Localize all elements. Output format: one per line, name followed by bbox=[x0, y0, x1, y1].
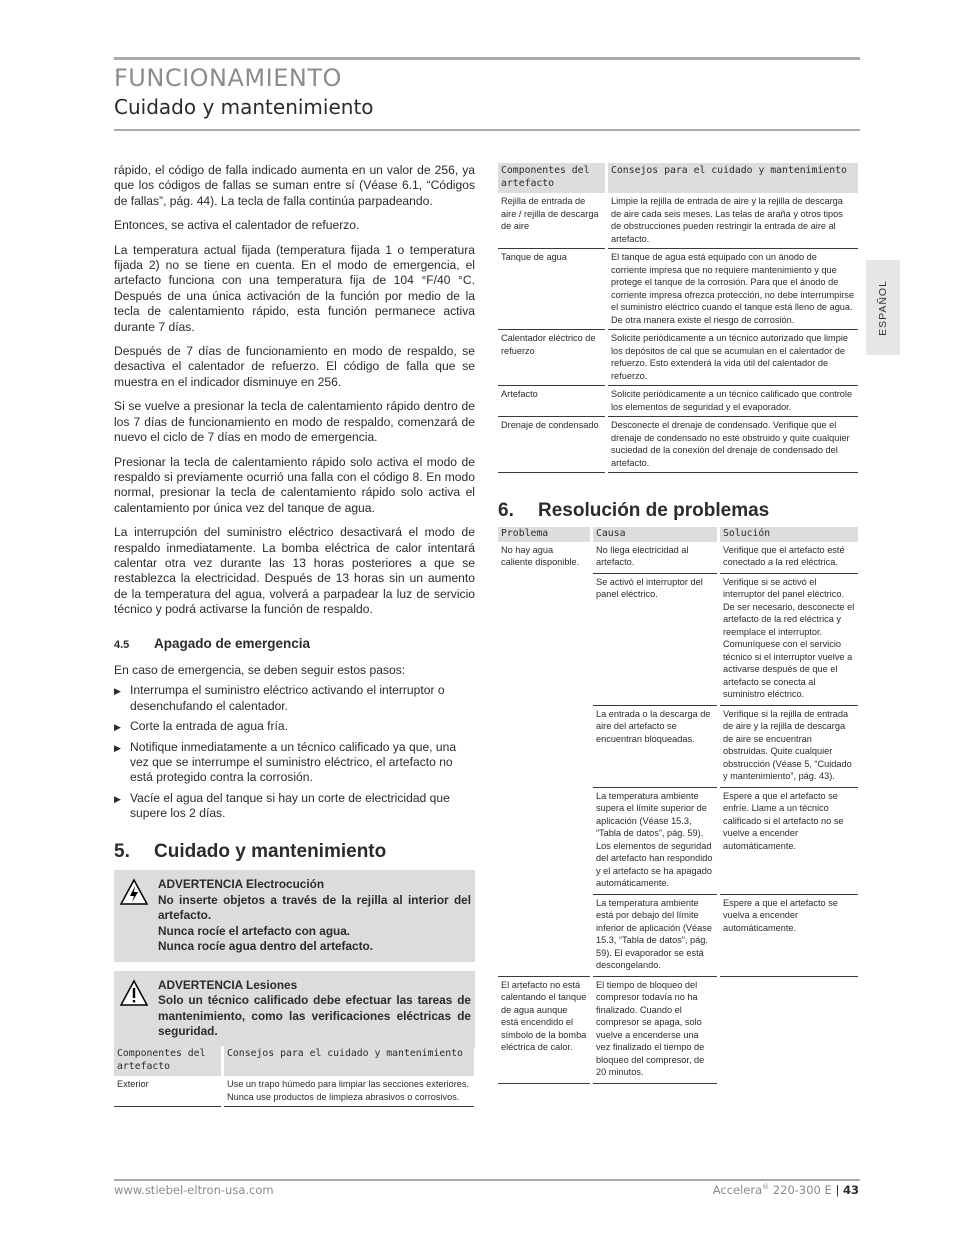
care-table-exterior bbox=[114, 1046, 474, 1107]
warning-box-electrocution bbox=[114, 870, 475, 962]
table-row bbox=[498, 330, 858, 386]
table-cell: Drenaje de condensado bbox=[498, 417, 607, 473]
table-cell: Tanque de agua bbox=[498, 249, 607, 330]
footer-rule bbox=[114, 1179, 860, 1181]
left-column bbox=[114, 163, 475, 1056]
step-item: ▶ Vacíe el agua del tanque si hay un corte de electricidad que supere los 2 días. bbox=[114, 791, 475, 822]
care-table bbox=[498, 163, 858, 473]
table-row bbox=[498, 542, 858, 574]
page-title: FUNCIONAMIENTO bbox=[114, 64, 342, 92]
paragraph: Presionar la tecla de calentamiento rápido solo activa el modo de respaldo si previamente ocurrió una falla con el código 8. En modo normal, presionar la tecla de calentamiento rápido solo activa el calentamiento por única vez del tanque de agua. bbox=[114, 454, 475, 515]
table-cell: Solicite periódicamente a un técnico calificado que controle los elementos de seguridad y el evaporador. bbox=[607, 386, 859, 417]
step-item: ▶ Interrumpa el suministro eléctrico activando el interruptor o desenchufando el calentador. bbox=[114, 683, 475, 714]
table-header: Problema bbox=[498, 527, 592, 542]
intro-text: En caso de emergencia, se deben seguir estos pasos: bbox=[114, 662, 406, 677]
electric-hazard-icon bbox=[120, 878, 148, 906]
paragraph: Después de 7 días de funcionamiento en modo de respaldo, se desactiva el calentador de refuerzo. El código de falla que se muestra en el indicador disminuye en 256. bbox=[114, 344, 475, 389]
cause-cell: La temperatura ambiente supera el límite superior de aplicación (Véase 15.3, “Tabla de datos”, pág. 59). Los elementos de seguridad del artefacto han respondido y el artefacto se ha apagado automáticamente. bbox=[592, 787, 719, 894]
language-tab-label: ESPAÑOL bbox=[877, 280, 889, 336]
warning-line: Nunca rocíe el artefacto con agua. bbox=[158, 923, 351, 938]
warning-box-injury bbox=[114, 971, 475, 1047]
table-cell: El tanque de agua está equipado con un ánodo de corriente impresa que no requiere mantenimiento y que protege el tanque de la corrosión. Para que el ánodo de corriente impresa ofrezca protección, no debe interrumpirse el suministro eléctrico cuando el tanque está lleno de agua. De otra manera existe el riesgo de corrosión. bbox=[607, 249, 859, 330]
footer-url: www.stiebel-eltron-usa.com bbox=[114, 1183, 274, 1197]
section-title: Cuidado y mantenimiento bbox=[154, 840, 387, 862]
table-cell: Exterior bbox=[114, 1076, 223, 1107]
subsection-number: 4.5 bbox=[114, 638, 130, 651]
solution-cell: Verifique que el artefacto esté conectado a la red eléctrica. bbox=[719, 542, 859, 574]
table-row bbox=[498, 193, 858, 249]
solution-cell: Verifique si se activó el interruptor del panel eléctrico. De ser necesario, desconecte el artefacto de la red eléctrica y reemplace el interruptor. Comuníquese con el servicio técnico si el interruptor vuelve a activarse después de que el artefacto se conecta al suministro eléctrico. bbox=[719, 573, 859, 705]
table-header: Consejos para el cuidado y mantenimiento bbox=[223, 1046, 475, 1076]
section-heading bbox=[114, 840, 475, 862]
section-title: Resolución de problemas bbox=[538, 500, 770, 521]
solution-cell: Espere a que el artefacto se vuelva a encender automáticamente. bbox=[719, 894, 859, 976]
table-header: Componentes del artefacto bbox=[498, 163, 607, 193]
paragraph: Entonces, se activa el calentador de refuerzo. bbox=[114, 218, 360, 233]
paragraph: Si se vuelve a presionar la tecla de calentamiento rápido dentro de los 7 días de funcionamiento en modo de respaldo, comenzará de nuevo el ciclo de 7 días en modo de emergencia. bbox=[114, 399, 475, 445]
step-item: ▶ Corte la entrada de agua fría. bbox=[114, 719, 475, 734]
warning-heading: ADVERTENCIA Electrocución bbox=[158, 877, 325, 892]
warning-line: Nunca rocíe agua dentro del artefacto. bbox=[158, 939, 374, 954]
section-heading bbox=[498, 500, 769, 522]
paragraph: rápido, el código de falla indicado aumenta en un valor de 256, ya que los códigos de fallas se suman entre sí (Véase 6.1, “Códigos de fallas”, pág. 44). La tecla de falla continúa parpadeando. bbox=[114, 163, 475, 208]
table-cell: Artefacto bbox=[498, 386, 607, 417]
problem-cell: No hay agua caliente disponible. bbox=[498, 542, 592, 977]
solution-cell: Espere a que el artefacto se enfríe. Llame a un técnico calificado si el artefacto no se vuelve a encender automáticamente. bbox=[719, 787, 859, 894]
cause-cell: El tiempo de bloqueo del compresor todavía no ha finalizado. Cuando el compresor se apaga, solo vuelve a encenderse una vez finalizado el tiempo de bloqueo del compresor, de 20 minutos. bbox=[592, 976, 719, 1083]
section-number: 5. bbox=[114, 840, 130, 862]
table-row bbox=[114, 1076, 474, 1107]
page-subtitle: Cuidado y mantenimiento bbox=[114, 95, 374, 119]
table-cell: Limpie la rejilla de entrada de aire y la rejilla de descarga de aire cada seis meses. Las telas de araña y otros tipos de obstrucciones pueden restringir la entrada de aire al artefacto. bbox=[607, 193, 859, 249]
warning-heading: ADVERTENCIA Lesiones bbox=[158, 977, 298, 992]
paragraph: La interrupción del suministro eléctrico desactivará el modo de respaldo inmediatamente. La bomba eléctrica de calor intentará calentar otra vez durante las 13 horas posteriores a que se restablezca la electricidad. Después de 13 horas sin un aumento de la temperatura del agua, volverá a parpadear la luz de servicio técnico y podrá activarse la función de respaldo. bbox=[114, 525, 475, 617]
language-tab bbox=[866, 260, 900, 355]
header-bottom-rule bbox=[114, 129, 860, 131]
table-row bbox=[498, 386, 858, 417]
paragraph: La temperatura actual fijada (temperatura fijada 1 o temperatura fijada 2) no se tiene en cuenta. En el modo de emergencia, el artefacto funciona con una temperatura fija de 104 °F/40 °C. Después de una única activación de la función por medio de la tecla de calentamiento rápido, esta función permanece activa durante 7 días. bbox=[114, 242, 475, 334]
cause-cell: La temperatura ambiente está por debajo del límite inferior de aplicación (Véase 15.3, “Tabla de datos”, pág. 59). El evaporador se está descongelando. bbox=[592, 894, 719, 976]
warning-line: No inserte objetos a través de la rejilla al interior del artefacto. bbox=[158, 892, 471, 923]
warning-line: Solo un técnico calificado debe efectuar las tareas de mantenimiento, como las verificaciones eléctricas de seguridad. bbox=[158, 993, 471, 1039]
table-header: Causa bbox=[592, 527, 719, 542]
step-item: ▶ Notifique inmediatamente a un técnico calificado ya que, una vez que se interrumpe el suministro eléctrico, el artefacto no está protegido contra la corrosión. bbox=[114, 740, 475, 786]
cause-cell: La entrada o la descarga de aire del artefacto se encuentran bloqueadas. bbox=[592, 705, 719, 787]
product-name: Accelera bbox=[712, 1183, 763, 1197]
problem-cell: El artefacto no está calentando el tanque de agua aunque está encendido el símbolo de la bomba eléctrica de calor. bbox=[498, 976, 592, 1083]
subsection-heading bbox=[114, 636, 475, 653]
solution-cell bbox=[719, 976, 859, 1083]
table-cell: Solicite periódicamente a un técnico autorizado que limpie los depósitos de cal que se acumulan en el calentador de refuerzo. Esto extenderá la vida útil del calentador de refuerzo. bbox=[607, 330, 859, 386]
registered-mark: ® bbox=[762, 1183, 770, 1192]
section-number: 6. bbox=[498, 500, 514, 521]
table-row bbox=[498, 976, 858, 1083]
warning-exclamation-icon bbox=[120, 979, 148, 1007]
table-row bbox=[498, 249, 858, 330]
table-cell: Calentador eléctrico de refuerzo bbox=[498, 330, 607, 386]
header-top-rule bbox=[114, 57, 860, 60]
footer-separator: | bbox=[835, 1183, 840, 1197]
page-number: 43 bbox=[842, 1183, 859, 1197]
cause-cell: No llega electricidad al artefacto. bbox=[592, 542, 719, 574]
table-row bbox=[498, 417, 858, 473]
table-header: Solución bbox=[719, 527, 859, 542]
solution-cell: Verifique si la rejilla de entrada de aire y la rejilla de descarga de aire se encuentran obstruidas. Quite cualquier obstrucción (Véase 5, “Cuidado y mantenimiento”, pág. 43). bbox=[719, 705, 859, 787]
table-header: Consejos para el cuidado y mantenimiento bbox=[607, 163, 859, 193]
product-model: 220-300 E bbox=[772, 1183, 832, 1197]
table-header: Componentes del artefacto bbox=[114, 1046, 223, 1076]
subsection-title: Apagado de emergencia bbox=[154, 635, 311, 651]
cause-cell: Se activó el interruptor del panel eléctrico. bbox=[592, 573, 719, 705]
footer-product bbox=[713, 1183, 859, 1197]
table-cell: Desconecte el drenaje de condensado. Verifique que el drenaje de condensado no esté obstruido y quite cualquier suciedad de la conexión del drenaje de condensado del artefacto. bbox=[607, 417, 859, 473]
troubleshooting-table bbox=[498, 527, 858, 1084]
table-cell: Rejilla de entrada de aire / rejilla de descarga de aire bbox=[498, 193, 607, 249]
table-cell: Use un trapo húmedo para limpiar las secciones exteriores. Nunca use productos de limpieza abrasivos o corrosivos. bbox=[223, 1076, 475, 1107]
